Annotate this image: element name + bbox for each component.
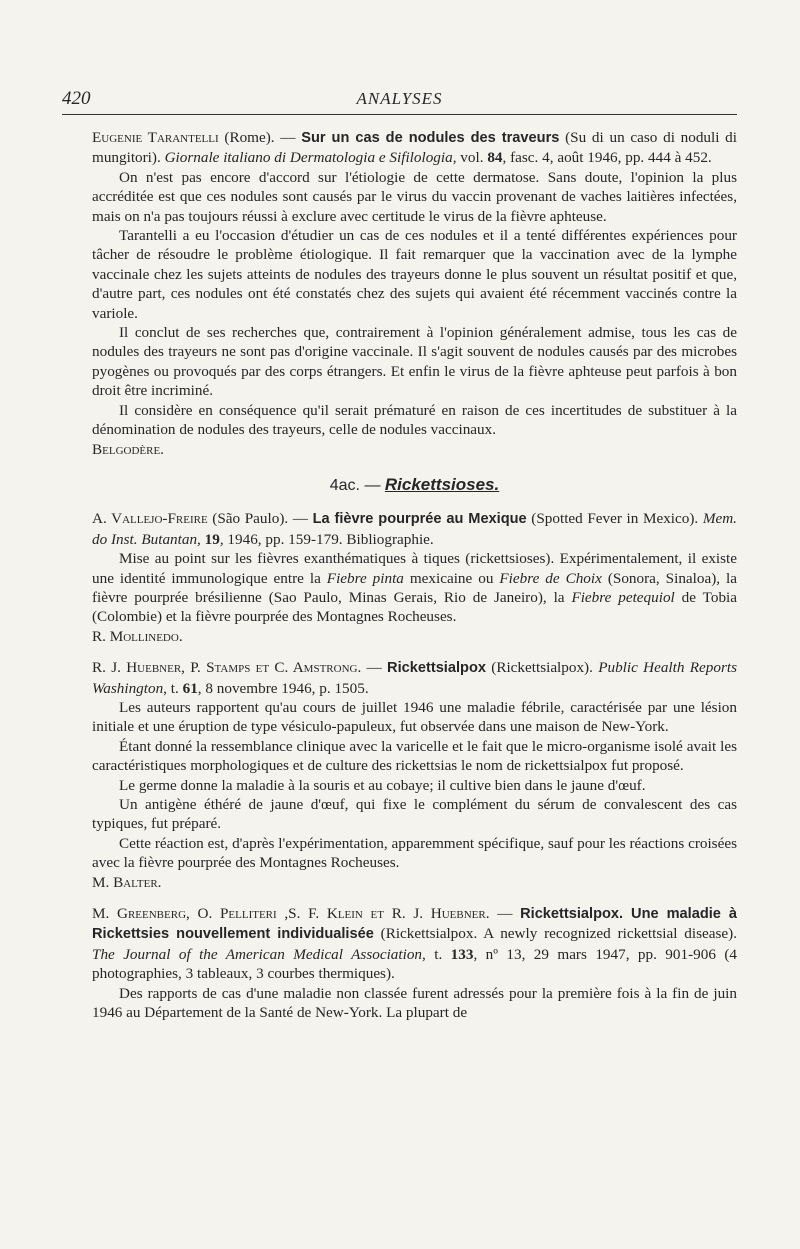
citation-author: M. Greenberg, O. Pelliteri ,S. F. Klein et R. J. Huebner (92, 905, 486, 923)
citation-journal: Mem. do Inst. Butantan (92, 510, 737, 548)
citation-separator: , vol. (452, 149, 488, 167)
citation-volume: 84 (487, 149, 503, 167)
citation-journal: Public Health Reports Washington (92, 659, 737, 697)
citation-location: . — (485, 905, 521, 923)
spacer (92, 892, 737, 904)
reviewer-signature: Belgodère. (92, 440, 164, 458)
running-title: ANALYSES (356, 89, 443, 108)
citation-author: R. J. Huebner, P. Stamps et C. Amstrong (92, 659, 358, 677)
paragraph: Tarantelli a eu l'occasion d'étudier un cas de ces nodules et il a tenté différentes expériences pour tâcher de résoudre le problème étiologique. Il fait remarquer que la vaccination avec de la lymphe vaccinale chez les sujets atteints de nodules des trayeurs donne le plus souvent un résultat positif et que, d'autre part, ces nodules ont été constatés chez des sujets qui avaient été récemment vaccinés contre la variole. (92, 227, 737, 322)
reviewer-signature: R. Mollinedo. (92, 627, 183, 645)
page-header (62, 88, 737, 114)
paragraph: Les auteurs rapportent qu'au cours de juillet 1946 une maladie fébrile, caractérisée par une lésion initiale et une éruption de type vésiculo-papuleux, fut observée dans une maison de New-York. (92, 698, 737, 736)
paragraph: Il considère en conséquence qu'il serait prématuré en raison de ces incertitudes de substituer à la dénomination de nodules des trayeurs, celle de nodules vaccinaux. (92, 401, 737, 439)
citation-volume: 133 (450, 945, 474, 963)
paragraph: Des rapports de cas d'une maladie non classée furent adressés pour la première fois à la fin de juin 1946 au Département de la Santé de New-York. La plupart de (92, 984, 737, 1022)
citation (92, 128, 737, 168)
citation-author: A. Vallejo-Freire (92, 510, 208, 528)
citation-volume: 19 (204, 530, 220, 548)
citation-location: (Rome). — (218, 129, 302, 146)
citation-separator: , (197, 530, 205, 548)
citation-location: . — (357, 659, 388, 677)
citation-location: (São Paulo). — (207, 510, 313, 528)
paragraph: Il conclut de ses recherches que, contrairement à l'opinion généralement admise, tous les cas de nodules des trayeurs ne sont pas d'origine vaccinale. Il s'agit souvent de nodules causés par des microbes pyogènes ou provoqués par des corps étrangers. Et enfin le virus de la fièvre aphteuse peut parfois à bon droit être incriminé. (92, 324, 737, 400)
paragraph-text: de Tobia (Colombie) et la fièvre pourprée des Montagnes Rocheuses. (92, 588, 737, 626)
review-huebner (92, 658, 737, 892)
citation-details: , 1946, pp. 159-179. Bibliographie. (219, 530, 434, 548)
citation-original-title: (Su di un caso di noduli di mungitori). (92, 129, 737, 167)
citation-title: Rickettsialpox (387, 660, 486, 677)
citation-title: Rickettsialpox. Une maladie à Rickettsies nouvellement individualisée (92, 906, 738, 943)
paragraph: On n'est pas encore d'accord sur l'étiologie de cette dermatose. Sans doute, l'opinion la plus accréditée est que ces nodules sont causés par le virus du vaccin provenant de vaches laitières infectées, mais on n'a pas toujours réussi à exclure avec certitude le virus de la fièvre aphteuse. (92, 168, 737, 225)
reviewer-signature: M. Balter. (92, 873, 162, 891)
header-rule (62, 114, 737, 115)
paragraph: Un antigène éthéré de jaune d'œuf, qui fixe le complément du sérum de convalescent des cas typiques, fut préparé. (92, 796, 737, 833)
paragraph-text: Mise au point sur les fièvres exanthématiques à tiques (rickettsioses). Expérimentalement, il existe une identité immunologique entre la (92, 550, 737, 587)
page-number: 420 (62, 88, 91, 109)
paragraph: Étant donné la ressemblance clinique avec la varicelle et le fait que le micro-organisme isolé avait les caractéristiques morphologiques et de culture des rickettsias le nom de rickettsialpox fut proposé. (92, 737, 737, 775)
citation-original-title: (Spotted Fever in Mexico). (526, 510, 703, 528)
citation (92, 509, 737, 549)
citation-volume: 61 (182, 679, 198, 697)
section-number: 4ac. — (329, 476, 385, 494)
citation-journal: The Journal of the American Medical Association (92, 945, 423, 963)
section-title: Rickettsioses. (384, 474, 500, 494)
paragraph: Le germe donne la maladie à la souris et au cobaye; il cultive bien dans le jaune d'œuf. (119, 776, 646, 794)
citation (92, 904, 737, 984)
citation-separator: , t. (163, 679, 183, 697)
citation (92, 658, 737, 698)
paragraph: Cette réaction est, d'après l'expérimentation, apparemment spécifique, sauf pour les réactions croisées avec la fièvre pourprée des Montagnes Rocheuses. (92, 834, 737, 872)
review-greenberg (92, 904, 737, 1022)
paragraph (92, 549, 737, 627)
italic-term: Fiebre de Choix (499, 569, 602, 587)
spacer (92, 646, 737, 658)
citation-original-title: (Rickettsialpox). (485, 659, 599, 677)
paragraph-text: (Sonora, Sinaloa), la fièvre pourprée brésilienne (Sao Paulo, Minas Gerais, Rio de Janeiro), la (92, 569, 737, 606)
italic-term: Fiebre petequiol (571, 588, 675, 606)
citation-journal: Giornale italiano di Dermatologia e Sifilologia (164, 149, 453, 167)
citation-original-title: (Rickettsialpox. A newly recognized rickettsial disease). (373, 925, 737, 943)
review-tarantelli (92, 128, 737, 459)
page-body (92, 128, 737, 1022)
section-heading (92, 475, 737, 495)
citation-details: , 8 novembre 1946, p. 1505. (197, 679, 369, 697)
citation-separator: , t. (422, 945, 451, 963)
citation-details: , fasc. 4, août 1946, pp. 444 à 452. (502, 149, 712, 167)
review-vallejo-freire (92, 509, 737, 646)
citation-author: Eugenie Tarantelli (92, 129, 219, 146)
citation-details: , nº 13, 29 mars 1947, pp. 901-906 (4 photographies, 3 tableaux, 3 courbes thermiques). (92, 945, 737, 983)
italic-term: Fiebre pinta (326, 569, 404, 587)
citation-title: La fièvre pourprée au Mexique (312, 511, 527, 528)
citation-title: Sur un cas de nodules des traveurs (301, 130, 560, 146)
paragraph-text: mexicaine ou (403, 569, 500, 587)
